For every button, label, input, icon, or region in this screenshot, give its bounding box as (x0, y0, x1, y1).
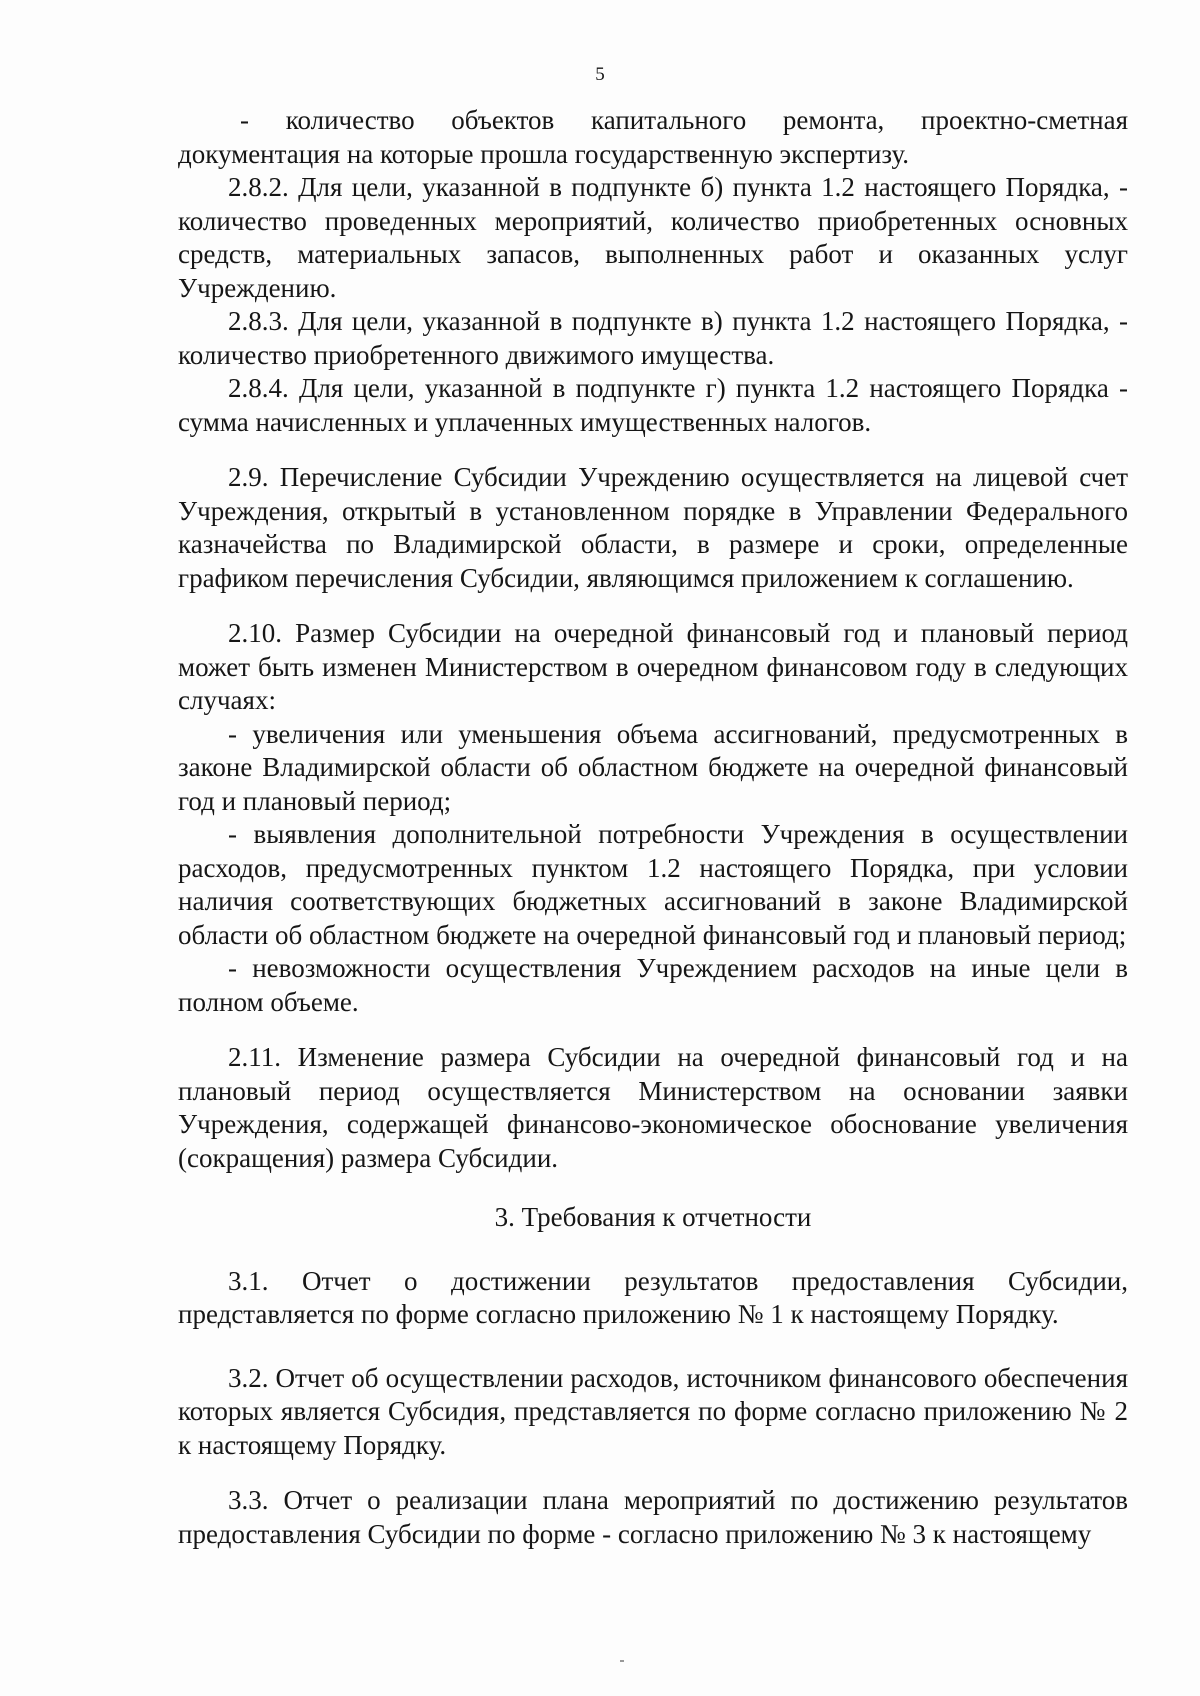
scan-speck (620, 1660, 624, 1662)
paragraph-2-9: 2.9. Перечисление Субсидии Учреждению осуществляется на лицевой счет Учреждения, открытый в установленном порядке в Управлении Федерального казначейства по Владимирской области, в размере и сроки, определенные графиком перечисления Субсидии, являющимся приложением к соглашению. (178, 462, 1128, 593)
paragraph-list-item: - невозможности осуществления Учреждением расходов на иные цели в полном объеме. (178, 953, 1128, 1017)
paragraph-2-8-2: 2.8.2. Для цели, указанной в подпункте б) пункта 1.2 настоящего Порядка, - количество проведенных мероприятий, количество приобретенных основных средств, материальных запасов, выполненных работ и оказанных услуг Учреждению. (178, 172, 1128, 303)
paragraph-2-8-3: 2.8.3. Для цели, указанной в подпункте в) пункта 1.2 настоящего Порядка, - количество приобретенного движимого имущества. (178, 306, 1128, 370)
paragraph-2-8-4: 2.8.4. Для цели, указанной в подпункте г) пункта 1.2 настоящего Порядка - сумма начисленных и уплаченных имущественных налогов. (178, 373, 1128, 437)
paragraph-list-item: - выявления дополнительной потребности Учреждения в осуществлении расходов, предусмотренных пунктом 1.2 настоящего Порядка, при условии наличия соответствующих бюджетных ассигнований в законе Владимирской области об областном бюджете на очередной финансовый год и плановый период; (178, 819, 1128, 950)
paragraph-2-10: 2.10. Размер Субсидии на очередной финансовый год и плановый период может быть изменен Министерством в очередном финансовом году в следующих случаях: (178, 618, 1128, 715)
paragraph-3-3: 3.3. Отчет о реализации плана мероприятий по достижению результатов предоставления Субсидии по форме - согласно приложению № 3 к настоящему (178, 1485, 1128, 1549)
section-heading: 3. Требования к отчетности (494, 1202, 812, 1232)
document-body (178, 104, 1128, 1551)
paragraph-3-2: 3.2. Отчет об осуществлении расходов, источником финансового обеспечения которых является Субсидия, представляется по форме согласно приложению № 2 к настоящему Порядку. (178, 1362, 1128, 1460)
paragraph-2-11: 2.11. Изменение размера Субсидии на очередной финансовый год и на плановый период осуществляется Министерством на основании заявки Учреждения, содержащей финансово-экономическое обоснование увеличения (сокращения) размера Субсидии. (178, 1042, 1128, 1173)
page-number: 5 (595, 64, 605, 85)
paragraph-3-1: 3.1. Отчет о достижении результатов предоставления Субсидии, представляется по форме согласно приложению № 1 к настоящему Порядку. (178, 1265, 1128, 1329)
paragraph-list-item: - увеличения или уменьшения объема ассигнований, предусмотренных в законе Владимирской области об областном бюджете на очередной финансовый год и плановый период; (178, 718, 1128, 816)
paragraph-list-item: - количество объектов капитального ремонта, проектно-сметная документация на которые прошла государственную экспертизу. (178, 105, 1128, 169)
